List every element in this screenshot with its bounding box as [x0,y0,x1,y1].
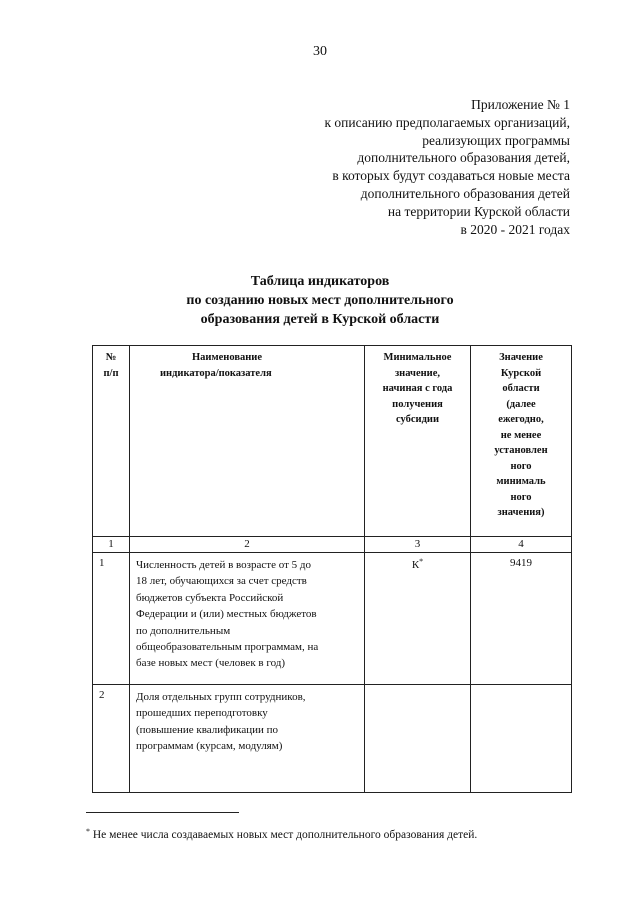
indicator-name-line: по дополнительным [136,624,231,637]
header-text: Курской [500,367,542,379]
region-value: 9419 [471,553,572,685]
table-header-row [93,346,572,537]
header-text: (далее [506,398,536,410]
page-number: 30 [313,44,327,59]
column-number: 1 [93,537,130,553]
appendix-line: на территории Курской области [387,203,570,219]
indicator-name-line: общеобразовательным программам, на [136,641,319,654]
header-text: минималь [496,476,546,487]
header-text: индикатора/показателя [160,367,272,379]
region-value [471,685,572,793]
appendix-line: дополнительного образования детей, [357,150,570,166]
header-region-value [471,346,572,537]
table-row [93,553,572,685]
indicator-name [130,553,365,685]
min-value-text: К [411,559,420,571]
indicator-name-line: Численность детей в возрасте от 5 до [136,559,311,571]
header-name [130,346,365,537]
indicator-name-line: программам (курсам, модулям) [136,740,283,753]
column-number: 4 [471,537,572,553]
row-number: 1 [93,553,130,685]
header-text: Значение [499,352,543,363]
header-text: Минимальное [383,352,452,363]
header-text: получения [392,398,443,410]
appendix-line: дополнительного образования детей [360,185,570,201]
column-number: 2 [130,537,365,553]
header-text: ежегодно, [498,414,544,425]
table-title-line: Таблица индикаторов [250,274,390,289]
header-text: значения) [497,507,545,518]
row-number: 2 [93,685,130,793]
header-text: № [105,352,117,363]
header-text: ного [510,460,532,472]
table-row [93,685,572,793]
appendix-heading [250,96,570,238]
header-num [93,346,130,537]
appendix-line: в которых будут создаваться новые места [332,168,570,184]
appendix-line: в 2020 - 2021 годах [460,221,570,237]
header-text: не менее [500,429,542,441]
indicator-name-line: базе новых мест (человек в год) [136,657,286,670]
header-text: значение, [394,367,441,379]
indicators-table [92,345,572,793]
min-value [365,685,471,793]
indicator-name-line: (повышение квалификации по [136,723,279,736]
header-text: ного [510,491,532,503]
table-title-line: образования детей в Курской области [200,312,440,327]
header-min-value [365,346,471,537]
min-value [365,553,471,685]
indicator-name-line: Федерации и (или) местных бюджетов [136,608,317,621]
footnote-text: Не менее числа создаваемых новых мест дополнительного образования детей. [90,829,478,841]
footnote-divider [86,812,239,813]
header-text: Наименование [192,352,262,363]
header-text: области [502,383,540,394]
footnote [86,825,566,842]
indicator-name [130,685,365,793]
indicator-name-line: Доля отдельных групп сотрудников, [136,691,306,703]
indicator-name-line: бюджетов субъекта Российской [136,591,284,604]
column-number: 3 [365,537,471,553]
indicator-name-line: прошедших переподготовку [136,707,268,720]
appendix-line: реализующих программы [422,132,570,148]
header-text: начиная с года [382,383,453,394]
table-title-line: по созданию новых мест дополнительного [186,293,454,308]
footnote-mark: * [419,557,424,566]
table-title [0,272,640,329]
footnote-mark: * [86,827,90,836]
column-numbering-row [93,537,572,553]
header-text: субсидии [395,414,439,425]
appendix-line: Приложение № 1 [471,97,570,112]
header-text: установлен [494,445,548,456]
header-text: п/п [103,367,119,379]
appendix-line: к описанию предполагаемых организаций, [324,114,570,130]
indicator-name-line: 18 лет, обучающихся за счет средств [136,575,307,588]
